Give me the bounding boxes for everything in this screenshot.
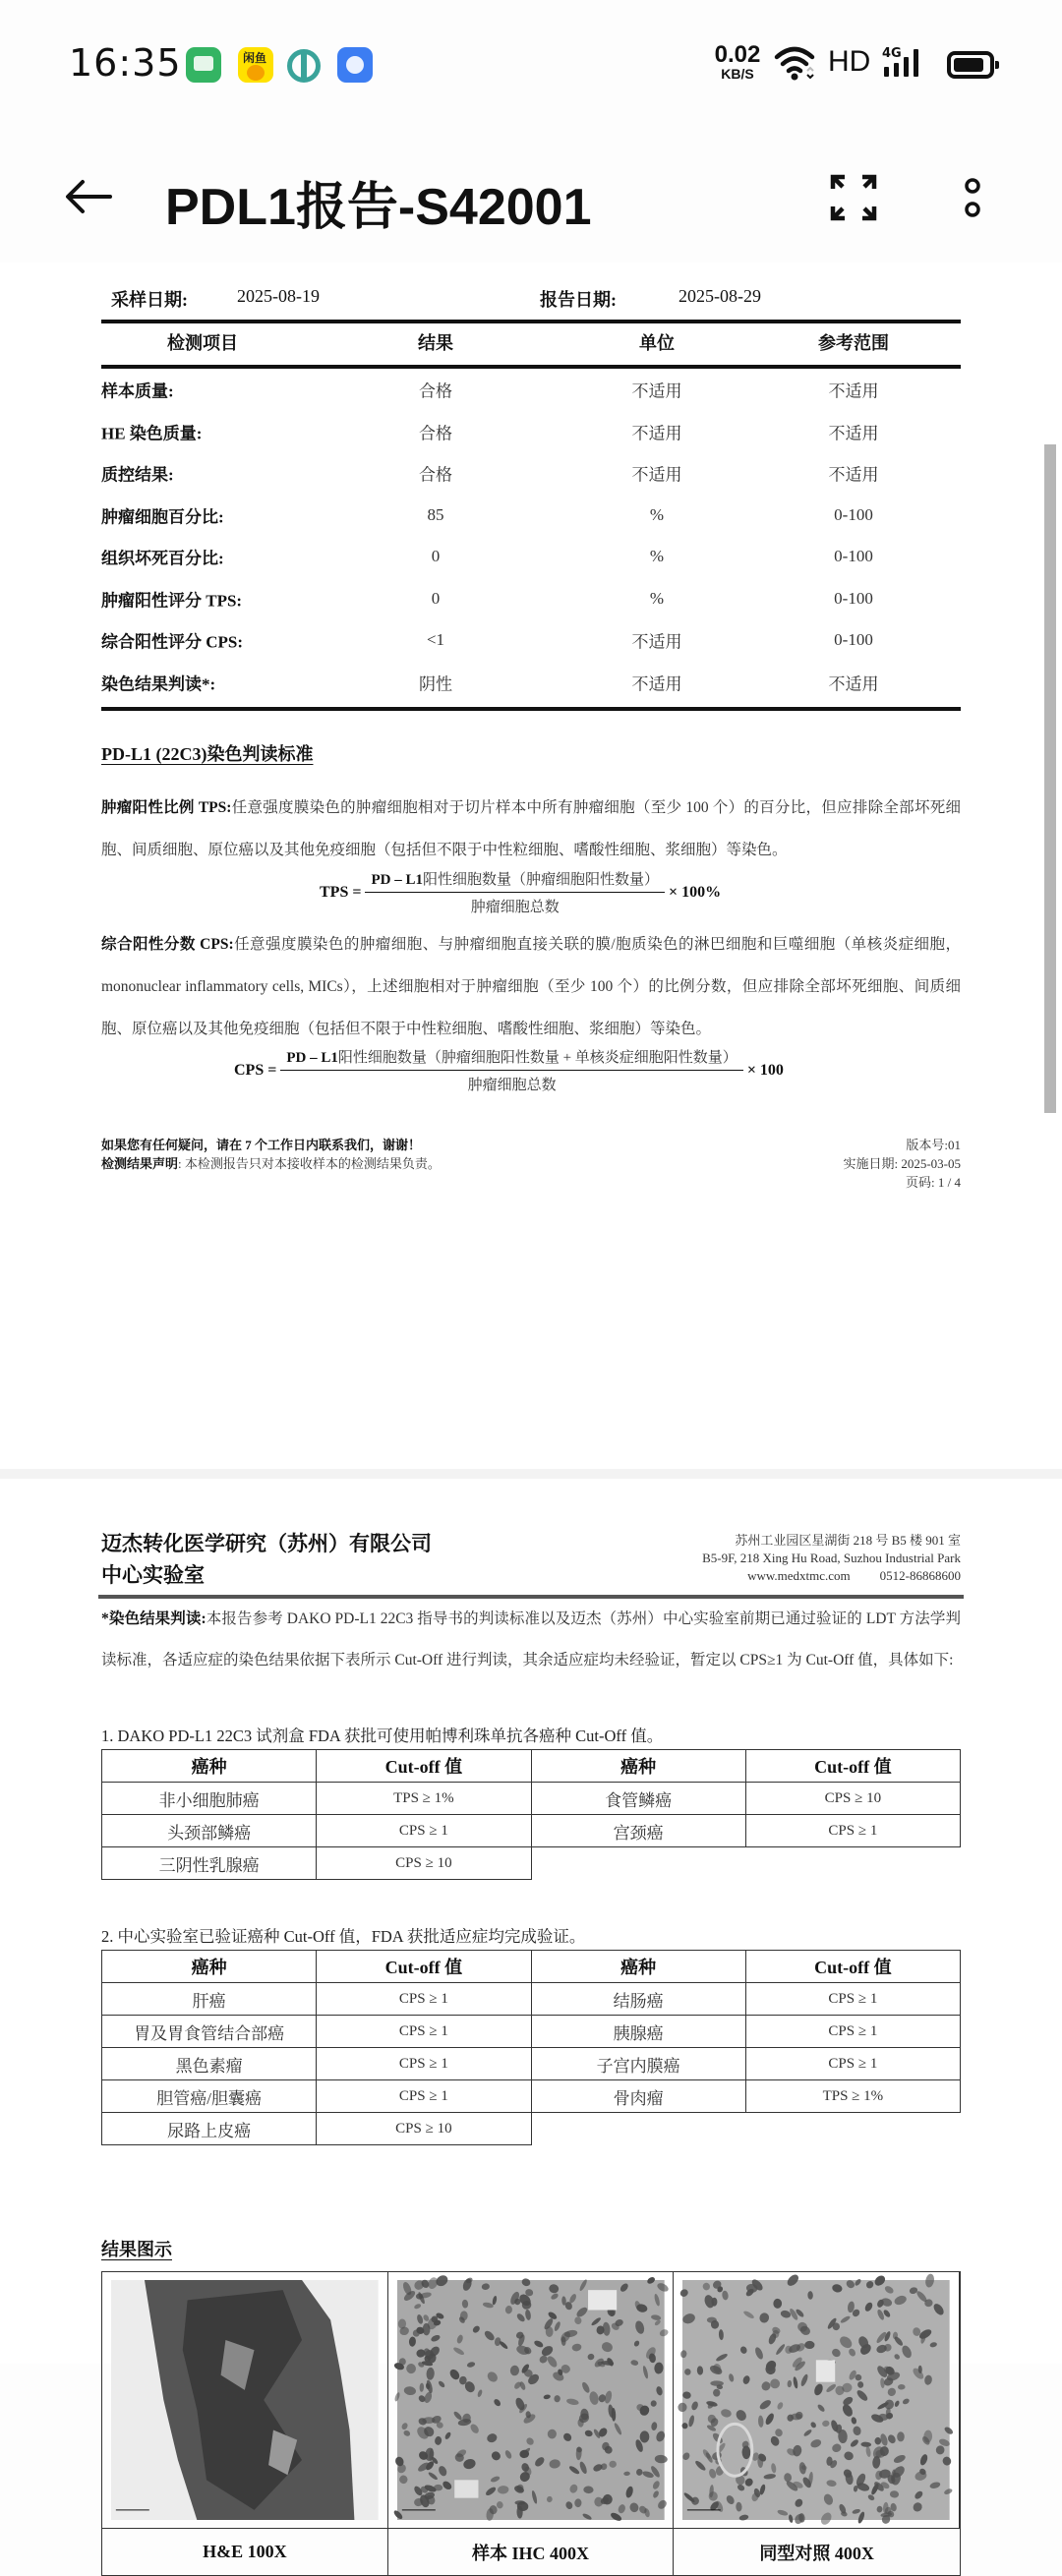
header-cutoff: Cut-off 值 <box>745 1750 960 1783</box>
cutoff-value: TPS ≥ 1% <box>317 1783 531 1815</box>
cancer-type: 胃及胃食管结合部癌 <box>102 2016 317 2048</box>
header-cutoff: Cut-off 值 <box>745 1951 960 1983</box>
table-row <box>102 1983 961 2016</box>
isotype-control-400x-micrograph <box>682 2280 950 2520</box>
page-title: PDL1报告-S42001 <box>165 179 592 236</box>
more-options-icon[interactable] <box>959 177 986 222</box>
status-bar <box>0 0 1062 128</box>
pdf-viewer[interactable] <box>0 272 1062 2563</box>
sample-date: 2025-08-19 <box>237 286 320 306</box>
page-separator <box>0 1469 1062 1479</box>
network-speed <box>710 43 765 81</box>
svg-text:4G: 4G <box>882 46 902 61</box>
header-result: 结果 <box>418 333 453 353</box>
cutoff-value: TPS ≥ 1% <box>745 2080 960 2113</box>
cancer-type: 三阴性乳腺癌 <box>102 1847 317 1880</box>
version-number: 版本号:01 <box>906 1138 961 1152</box>
tps-formula <box>320 868 721 916</box>
caption-he: H&E 100X <box>102 2528 388 2575</box>
row-result: 0 <box>431 588 441 608</box>
cps-num-bold: PD – L1 <box>286 1050 338 1066</box>
vertical-scrollbar[interactable] <box>1044 444 1056 1113</box>
company-name: 迈杰转化医学研究（苏州）有限公司 <box>101 1532 432 1555</box>
cps-fraction <box>280 1046 742 1094</box>
row-label: 综合阳性评分 CPS: <box>101 632 244 652</box>
images-title: 结果图示 <box>101 2240 172 2259</box>
xianyu-app-icon <box>238 47 273 83</box>
cancer-type: 骨肉瘤 <box>531 2080 745 2113</box>
empty-cell <box>745 2113 960 2145</box>
cps-formula <box>234 1046 784 1094</box>
cutoff-value: CPS ≥ 10 <box>745 1783 960 1815</box>
image-cell-ihc <box>388 2272 675 2528</box>
cancer-type: 子宫内膜癌 <box>531 2048 745 2080</box>
row-unit: % <box>649 547 665 566</box>
cancer-type: 宫颈癌 <box>531 1815 745 1847</box>
cutoff-value: CPS ≥ 1 <box>745 1983 960 2016</box>
cutoff-table-lab <box>101 1950 961 2145</box>
row-label: 样本质量: <box>101 381 174 401</box>
table-header-row <box>102 1750 961 1783</box>
cancer-type: 结肠癌 <box>531 1983 745 2016</box>
tps-fraction <box>365 868 665 916</box>
tps-text: 任意强度膜染色的肿瘤细胞相对于切片样本中所有肿瘤细胞（至少 100 个）的百分比，但应排除全部坏死细胞、间质细胞、原位癌以及其他免疫细胞（包括但不限于中性粒细胞、嗜酸性细胞、浆细胞）等染色。 <box>101 799 961 858</box>
empty-cell <box>531 2113 745 2145</box>
address-en: B5-9F, 218 Xing Hu Road, Suzhou Industrial Park <box>702 1551 961 1565</box>
header-cutoff: Cut-off 值 <box>317 1750 531 1783</box>
wifi-icon <box>775 45 814 81</box>
table1-title: 1. DAKO PD-L1 22C3 试剂盒 FDA 获批可使用帕博利珠单抗各癌种 Cut-Off 值。 <box>101 1727 664 1745</box>
company-address <box>702 1532 961 1585</box>
cutoff-value: CPS ≥ 1 <box>317 2016 531 2048</box>
report-date-label: 报告日期: <box>540 290 617 310</box>
table2-title: 2. 中心实验室已验证癌种 Cut-Off 值，FDA 获批适应症均完成验证。 <box>101 1927 586 1946</box>
fullscreen-icon[interactable] <box>831 175 876 220</box>
cutoff-value: CPS ≥ 1 <box>317 2048 531 2080</box>
cps-lead: 综合阳性分数 CPS: <box>101 936 234 953</box>
cancer-type: 尿路上皮癌 <box>102 2113 317 2145</box>
row-label: 肿瘤阳性评分 TPS: <box>101 591 243 611</box>
company-website: www.medxtmc.com <box>747 1568 851 1583</box>
sample-date-label: 采样日期: <box>111 290 188 310</box>
table-row <box>102 2080 961 2113</box>
caption-isotype: 同型对照 400X <box>674 2528 960 2575</box>
battery-icon <box>947 51 994 79</box>
row-unit: 不适用 <box>631 632 682 652</box>
pdf-page-1 <box>0 263 1062 1487</box>
caption-ihc: 样本 IHC 400X <box>388 2528 675 2575</box>
row-unit: 不适用 <box>631 424 682 443</box>
network-speed-value: 0.02 <box>714 41 761 68</box>
messages-app-icon <box>186 47 221 83</box>
cps-denominator: 肿瘤细胞总数 <box>467 1078 557 1093</box>
tps-formula-lhs: TPS = <box>320 883 362 901</box>
table-header-row <box>102 1951 961 1983</box>
hd-indicator: HD <box>828 45 871 78</box>
xianyu-label: 闲鱼 <box>243 51 267 65</box>
header-cancer: 癌种 <box>531 1750 745 1783</box>
table-row <box>101 578 961 620</box>
row-result: 85 <box>427 504 444 524</box>
cutoff-value: CPS ≥ 1 <box>317 2080 531 2113</box>
tps-definition <box>101 787 961 871</box>
cancer-type: 胰腺癌 <box>531 2016 745 2048</box>
row-result: 合格 <box>419 424 452 443</box>
tps-lead: 肿瘤阳性比例 TPS: <box>101 799 232 816</box>
cps-formula-lhs: CPS = <box>234 1061 277 1079</box>
cutoff-value: CPS ≥ 1 <box>317 1815 531 1847</box>
footer-statement-label: 检测结果声明 <box>101 1156 179 1171</box>
table-row <box>102 2113 961 2145</box>
address-cn: 苏州工业园区星湖街 218 号 B5 楼 901 室 <box>735 1533 961 1548</box>
table-row <box>102 1815 961 1847</box>
row-label: 组织坏死百分比: <box>101 549 224 568</box>
table-row <box>102 2048 961 2080</box>
row-result: <1 <box>426 630 445 650</box>
cancer-type: 肝癌 <box>102 1983 317 2016</box>
network-speed-unit: KB/S <box>721 66 754 82</box>
cutoff-table-fda <box>101 1749 961 1880</box>
cps-definition <box>101 923 961 1050</box>
header-reference: 参考范围 <box>818 333 889 353</box>
table-row <box>101 619 961 662</box>
row-reference: 不适用 <box>828 381 879 401</box>
row-label: 质控结果: <box>101 465 174 485</box>
row-reference: 0-100 <box>834 630 873 650</box>
row-result: 合格 <box>419 381 452 401</box>
cancer-type: 非小细胞肺癌 <box>102 1783 317 1815</box>
company-header <box>101 1528 432 1591</box>
table-row <box>101 411 961 453</box>
table-row <box>101 452 961 495</box>
row-reference: 0-100 <box>834 588 873 608</box>
footer-contact: 如果您有任何疑问，请在 7 个工作日内联系我们，谢谢！ <box>101 1138 422 1152</box>
cutoff-value: CPS ≥ 1 <box>317 1983 531 2016</box>
row-result: 合格 <box>419 465 452 485</box>
pdf-page-2 <box>0 1479 1062 2563</box>
page-footer-left <box>101 1136 441 1173</box>
row-reference: 不适用 <box>828 424 879 443</box>
status-time: 16:35 <box>69 41 182 85</box>
interpretation-note <box>101 1599 961 1681</box>
header-item: 检测项目 <box>167 333 238 353</box>
tps-num-bold: PD – L1 <box>371 872 423 888</box>
row-label: HE 染色质量: <box>101 424 203 443</box>
sample-ihc-400x-micrograph <box>397 2280 665 2520</box>
bank-app-icon <box>287 49 321 83</box>
cps-formula-rhs: × 100 <box>746 1061 784 1079</box>
table-bottom-rule <box>101 707 961 711</box>
tps-formula-rhs: × 100% <box>668 883 722 901</box>
row-result: 0 <box>431 547 441 566</box>
cutoff-value: CPS ≥ 1 <box>745 2016 960 2048</box>
page-footer-right <box>843 1136 961 1192</box>
cps-text: 任意强度膜染色的肿瘤细胞、与肿瘤细胞直接关联的膜/胞质染色的淋巴细胞和巨噬细胞（单核炎症细胞，mononuclear inflammatory cells, MICs），上述细胞相对于肿瘤细胞（至少 100 个）的比例分数，但应排除全部坏死细胞、间质细胞、原位癌以及其他免疫细胞（包括但不限于中性粒细胞、嗜酸性细胞、浆细胞）等染色。 <box>101 936 961 1037</box>
cps-num-text: 阳性细胞数量（肿瘤细胞阳性数量 + 单核炎症细胞阳性数量） <box>337 1050 738 1066</box>
cancer-type: 胆管癌/胆囊癌 <box>102 2080 317 2113</box>
lab-name: 中心实验室 <box>101 1563 205 1587</box>
effective-date: 实施日期: 2025-03-05 <box>843 1156 961 1171</box>
weather-app-icon <box>337 47 373 83</box>
table-row <box>101 662 961 704</box>
row-label: 肿瘤细胞百分比: <box>101 507 224 527</box>
row-unit: % <box>649 504 665 524</box>
interp-text: 本报告参考 DAKO PD-L1 22C3 指导书的判读标准以及迈杰（苏州）中心实验室前期已通过验证的 LDT 方法学判读标准，各适应症的染色结果依据下表所示 Cut-Off 进行判读，其余适应症均未经验证，暂定以 CPS≥1 为 Cut-Off 值，具体如下: <box>101 1610 961 1669</box>
empty-cell <box>745 1847 960 1880</box>
image-cell-he <box>102 2272 388 2528</box>
results-header <box>101 320 961 365</box>
cutoff-value: CPS ≥ 1 <box>745 1815 960 1847</box>
row-label: 染色结果判读*: <box>101 674 216 694</box>
header-cancer: 癌种 <box>102 1951 317 1983</box>
row-result: 阴性 <box>419 674 452 694</box>
header-unit: 单位 <box>639 333 675 353</box>
cancer-type: 黑色素瘤 <box>102 2048 317 2080</box>
table-row <box>102 1783 961 1815</box>
tps-num-text: 阳性细胞数量（肿瘤细胞阳性数量） <box>422 872 659 888</box>
cancer-type: 食管鳞癌 <box>531 1783 745 1815</box>
row-unit: 不适用 <box>631 674 682 694</box>
app-bar <box>0 128 1062 270</box>
cutoff-value: CPS ≥ 10 <box>317 1847 531 1880</box>
dates-row <box>101 278 961 318</box>
row-unit: 不适用 <box>631 465 682 485</box>
header-cancer: 癌种 <box>531 1951 745 1983</box>
table-row <box>102 2016 961 2048</box>
image-cell-isotype <box>674 2272 960 2528</box>
he-100x-micrograph <box>111 2280 379 2520</box>
cutoff-value: CPS ≥ 1 <box>745 2048 960 2080</box>
interp-lead: *染色结果判读: <box>101 1610 206 1627</box>
criteria-title: PD-L1 (22C3)染色判读标准 <box>101 744 314 764</box>
cutoff-value: CPS ≥ 10 <box>317 2113 531 2145</box>
report-date: 2025-08-29 <box>678 286 761 306</box>
row-reference: 不适用 <box>828 674 879 694</box>
row-unit: 不适用 <box>631 381 682 401</box>
header-cancer: 癌种 <box>102 1750 317 1783</box>
empty-cell <box>531 1847 745 1880</box>
result-images <box>101 2271 961 2576</box>
row-reference: 0-100 <box>834 547 873 566</box>
table-row <box>101 495 961 537</box>
cancer-type: 头颈部鳞癌 <box>102 1815 317 1847</box>
back-arrow-icon[interactable] <box>59 172 118 221</box>
table-row <box>101 536 961 578</box>
row-reference: 不适用 <box>828 465 879 485</box>
row-reference: 0-100 <box>834 504 873 524</box>
cellular-signal-icon <box>882 45 929 79</box>
header-cutoff: Cut-off 值 <box>317 1951 531 1983</box>
table-row <box>102 1847 961 1880</box>
results-table <box>101 320 961 703</box>
table-row <box>101 369 961 411</box>
company-phone: 0512-86868600 <box>879 1568 961 1583</box>
footer-statement: : 本检测报告只对本接收样本的检测结果负责。 <box>178 1156 441 1171</box>
tps-denominator: 肿瘤细胞总数 <box>470 900 560 915</box>
page-number: 页码: 1 / 4 <box>906 1175 961 1190</box>
row-unit: % <box>649 588 665 608</box>
